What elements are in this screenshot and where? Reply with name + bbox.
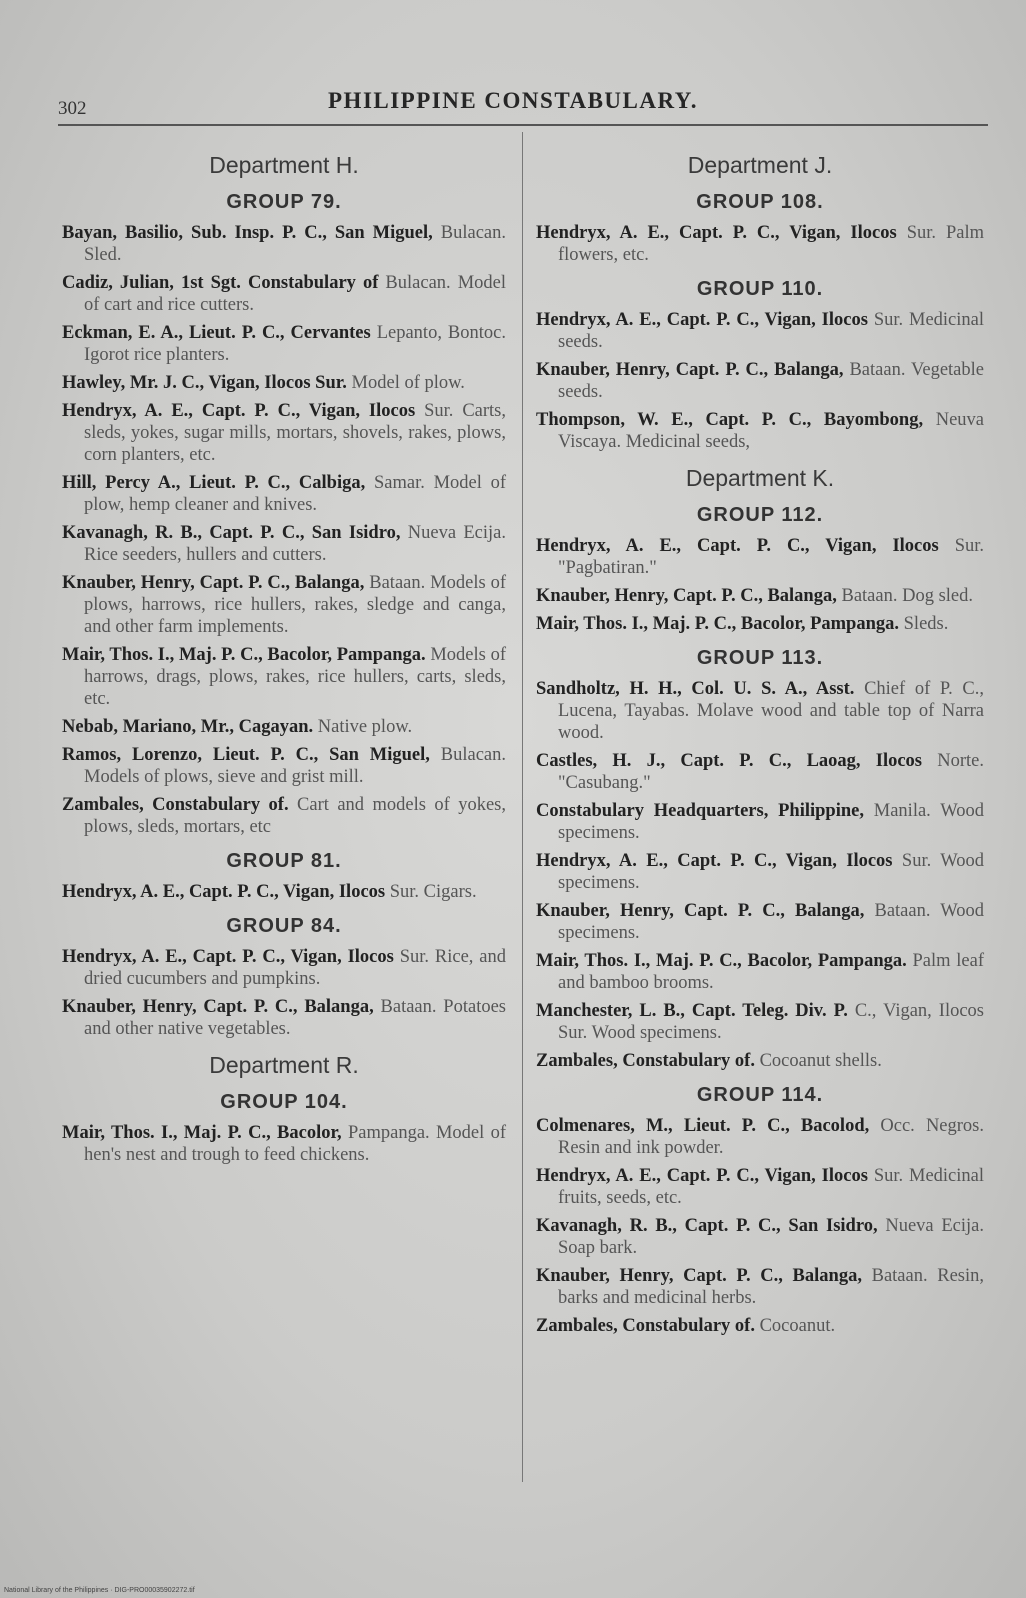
group-heading: GROUP 114.: [696, 1084, 824, 1106]
exhibitor-name: Knauber, Henry, Capt. P. C., Balanga,: [536, 586, 837, 606]
exhibit-description: Bataan. Wood specimens.: [558, 901, 984, 943]
exhibitor-entry: [536, 585, 984, 607]
exhibit-description: Native plow.: [317, 717, 413, 737]
exhibit-description: Bataan. Potatoes and other native vegetables.: [84, 997, 506, 1039]
group-heading: GROUP 104.: [220, 1091, 348, 1113]
group-heading: GROUP 84.: [226, 915, 342, 937]
exhibitor-entry: [62, 794, 506, 838]
exhibitor-entry: [62, 322, 506, 366]
column-divider: [522, 132, 523, 1482]
exhibit-description: Norte. "Casubang.": [558, 751, 984, 793]
exhibit-description: Sur. Cigars.: [389, 882, 477, 902]
exhibit-description: Chief of P. C., Lucena, Tayabas. Molave wood and table top of Narra wood.: [558, 679, 985, 743]
exhibit-description: Models of harrows, drags, plows, rakes, rice hullers, carts, sleds, etc.: [84, 645, 506, 709]
exhibitor-name: Hendryx, A. E., Capt. P. C., Vigan, Ilocos: [536, 851, 893, 871]
exhibit-description: Cocoanut shells.: [759, 1051, 882, 1071]
exhibit-description: Sur. Carts, sleds, yokes, sugar mills, mortars, shovels, rakes, plows, corn planters, etc.: [84, 401, 507, 465]
exhibitor-entry: [536, 359, 984, 403]
exhibit-description: Nueva Ecija. Rice seeders, hullers and cutters.: [84, 523, 506, 565]
exhibit-description: Model of plow.: [351, 373, 465, 393]
group-heading: GROUP 108.: [696, 191, 824, 213]
running-title: PHILIPPINE CONSTABULARY.: [328, 88, 699, 113]
department-heading: Department J.: [687, 152, 833, 178]
exhibitor-name: Mair, Thos. I., Maj. P. C., Bacolor, Pampanga.: [536, 951, 907, 971]
exhibitor-entry: [536, 1000, 984, 1044]
exhibit-description: Samar. Model of plow, hemp cleaner and knives.: [84, 473, 507, 515]
exhibitor-entry: [536, 750, 984, 794]
exhibitor-entry: [62, 522, 506, 566]
exhibit-description: Nueva Ecija. Soap bark.: [558, 1216, 984, 1258]
exhibitor-entry: [62, 716, 506, 738]
exhibitor-name: Constabulary Headquarters, Philippine,: [536, 801, 864, 821]
left-column: [62, 140, 506, 1172]
page-number: 302: [58, 98, 87, 119]
exhibitor-entry: [536, 535, 984, 579]
exhibit-description: C., Vigan, Ilocos Sur. Wood specimens.: [558, 1001, 984, 1043]
exhibitor-entry: [536, 1215, 984, 1259]
exhibitor-entry: [536, 900, 984, 944]
exhibit-description: Sur. Wood specimens.: [558, 851, 985, 893]
exhibit-description: Bataan. Dog sled.: [841, 586, 974, 606]
exhibitor-entry: [62, 644, 506, 710]
exhibitor-name: Castles, H. J., Capt. P. C., Laoag, Ilocos: [536, 751, 923, 771]
exhibitor-name: Bayan, Basilio, Sub. Insp. P. C., San Miguel,: [62, 223, 433, 243]
department-heading: Department R.: [209, 1052, 359, 1078]
exhibit-description: Bulacan. Model of cart and rice cutters.: [84, 273, 507, 315]
exhibitor-entry: [62, 400, 506, 466]
exhibit-description: Bulacan. Sled.: [84, 223, 507, 265]
exhibit-description: Pampanga. Model of hen's nest and trough to feed chickens.: [84, 1123, 507, 1165]
exhibitor-entry: [536, 800, 984, 844]
exhibitor-entry: [536, 678, 984, 744]
exhibitor-entry: [62, 272, 506, 316]
right-column: [536, 140, 984, 1343]
exhibit-description: Cart and models of yokes, plows, sleds, mortars, etc: [84, 795, 506, 837]
exhibitor-name: Colmenares, M., Lieut. P. C., Bacolod,: [536, 1116, 870, 1136]
exhibitor-name: Hawley, Mr. J. C., Vigan, Ilocos Sur.: [62, 373, 347, 393]
exhibitor-name: Mair, Thos. I., Maj. P. C., Bacolor,: [62, 1123, 342, 1143]
exhibitor-entry: [536, 309, 984, 353]
scan-credit: National Library of the Philippines · DIG-PRO00035902272.tif: [4, 1587, 195, 1594]
exhibit-description: Sur. "Pagbatiran.": [558, 536, 985, 578]
exhibitor-name: Mair, Thos. I., Maj. P. C., Bacolor, Pampanga.: [536, 614, 900, 634]
exhibitor-name: Sandholtz, H. H., Col. U. S. A., Asst.: [536, 679, 855, 699]
group-heading: GROUP 112.: [696, 504, 824, 526]
exhibitor-entry: [536, 1315, 984, 1337]
exhibitor-name: Kavanagh, R. B., Capt. P. C., San Isidro,: [536, 1216, 878, 1236]
exhibitor-entry: [536, 409, 984, 453]
exhibitor-entry: [536, 1050, 984, 1072]
exhibitor-entry: [536, 1165, 984, 1209]
exhibit-description: Sur. Rice, and dried cucumbers and pumpkins.: [84, 947, 507, 989]
exhibitor-name: Ramos, Lorenzo, Lieut. P. C., San Miguel,: [62, 745, 430, 765]
group-heading: GROUP 113.: [696, 647, 824, 669]
exhibitor-name: Manchester, L. B., Capt. Teleg. Div. P.: [536, 1001, 848, 1021]
exhibitor-name: Knauber, Henry, Capt. P. C., Balanga,: [536, 360, 844, 380]
exhibitor-entry: [62, 996, 506, 1040]
exhibitor-name: Zambales, Constabulary of.: [536, 1051, 755, 1071]
exhibitor-entry: [62, 222, 506, 266]
exhibitor-entry: [536, 222, 984, 266]
exhibitor-entry: [536, 613, 984, 635]
page-header: [58, 88, 988, 122]
exhibitor-entry: [62, 1122, 506, 1166]
exhibitor-name: Knauber, Henry, Capt. P. C., Balanga,: [62, 997, 374, 1017]
exhibitor-name: Kavanagh, R. B., Capt. P. C., San Isidro,: [62, 523, 401, 543]
exhibitor-name: Zambales, Constabulary of.: [536, 1316, 755, 1336]
group-heading: GROUP 110.: [696, 278, 824, 300]
exhibitor-name: Eckman, E. A., Lieut. P. C., Cervantes: [62, 323, 371, 343]
exhibitor-name: Cadiz, Julian, 1st Sgt. Constabulary of: [62, 273, 379, 293]
exhibit-description: Bataan. Vegetable seeds.: [558, 360, 984, 402]
exhibitor-name: Hendryx, A. E., Capt. P. C., Vigan, Ilocos: [62, 947, 394, 967]
exhibit-description: Occ. Negros. Resin and ink powder.: [558, 1116, 985, 1158]
exhibitor-name: Zambales, Constabulary of.: [62, 795, 289, 815]
exhibitor-entry: [62, 572, 506, 638]
exhibit-description: Bataan. Models of plows, harrows, rice hullers, rakes, sledge and canga, and other farm implements.: [84, 573, 506, 637]
header-rule: [58, 124, 988, 126]
exhibitor-name: Hendryx, A. E., Capt. P. C., Vigan, Ilocos: [62, 401, 416, 421]
exhibit-description: Manila. Wood specimens.: [558, 801, 984, 843]
exhibit-description: Sur. Medicinal fruits, seeds, etc.: [558, 1166, 985, 1208]
exhibitor-name: Knauber, Henry, Capt. P. C., Balanga,: [62, 573, 365, 593]
exhibitor-name: Hendryx, A. E., Capt. P. C., Vigan, Ilocos: [536, 536, 939, 556]
exhibit-description: Lepanto, Bontoc. Igorot rice planters.: [84, 323, 507, 365]
exhibit-description: Cocoanut.: [759, 1316, 836, 1336]
exhibitor-entry: [62, 946, 506, 990]
exhibitor-entry: [536, 950, 984, 994]
department-heading: Department K.: [685, 465, 835, 491]
exhibitor-name: Mair, Thos. I., Maj. P. C., Bacolor, Pampanga.: [62, 645, 426, 665]
exhibitor-name: Hendryx, A. E., Capt. P. C., Vigan, Ilocos: [536, 1166, 868, 1186]
exhibitor-entry: [536, 1115, 984, 1159]
exhibit-description: Palm leaf and bamboo brooms.: [558, 951, 984, 993]
exhibit-description: Bataan. Resin, barks and medicinal herbs.: [558, 1266, 985, 1308]
exhibitor-name: Hendryx, A. E., Capt. P. C., Vigan, Ilocos: [536, 310, 868, 330]
exhibit-description: Neuva Viscaya. Medicinal seeds,: [558, 410, 984, 452]
exhibit-description: Sur. Palm flowers, etc.: [558, 223, 985, 265]
exhibitor-entry: [536, 850, 984, 894]
exhibit-description: Sur. Medicinal seeds.: [558, 310, 985, 352]
exhibitor-name: Hill, Percy A., Lieut. P. C., Calbiga,: [62, 473, 366, 493]
exhibitor-name: Nebab, Mariano, Mr., Cagayan.: [62, 717, 314, 737]
exhibitor-name: Thompson, W. E., Capt. P. C., Bayombong,: [536, 410, 924, 430]
exhibitor-entry: [536, 1265, 984, 1309]
exhibitor-name: Hendryx, A. E., Capt. P. C., Vigan, Ilocos: [62, 882, 386, 902]
exhibitor-name: Knauber, Henry, Capt. P. C., Balanga,: [536, 901, 865, 921]
group-heading: GROUP 81.: [226, 850, 342, 872]
exhibitor-name: Hendryx, A. E., Capt. P. C., Vigan, Ilocos: [536, 223, 897, 243]
department-heading: Department H.: [209, 152, 359, 178]
exhibitor-entry: [62, 372, 506, 394]
exhibitor-entry: [62, 744, 506, 788]
exhibitor-name: Knauber, Henry, Capt. P. C., Balanga,: [536, 1266, 862, 1286]
group-heading: GROUP 79.: [226, 191, 342, 213]
exhibitor-entry: [62, 472, 506, 516]
exhibit-description: Sleds.: [903, 614, 949, 634]
exhibit-description: Bulacan. Models of plows, sieve and grist mill.: [84, 745, 507, 787]
exhibitor-entry: [62, 881, 506, 903]
